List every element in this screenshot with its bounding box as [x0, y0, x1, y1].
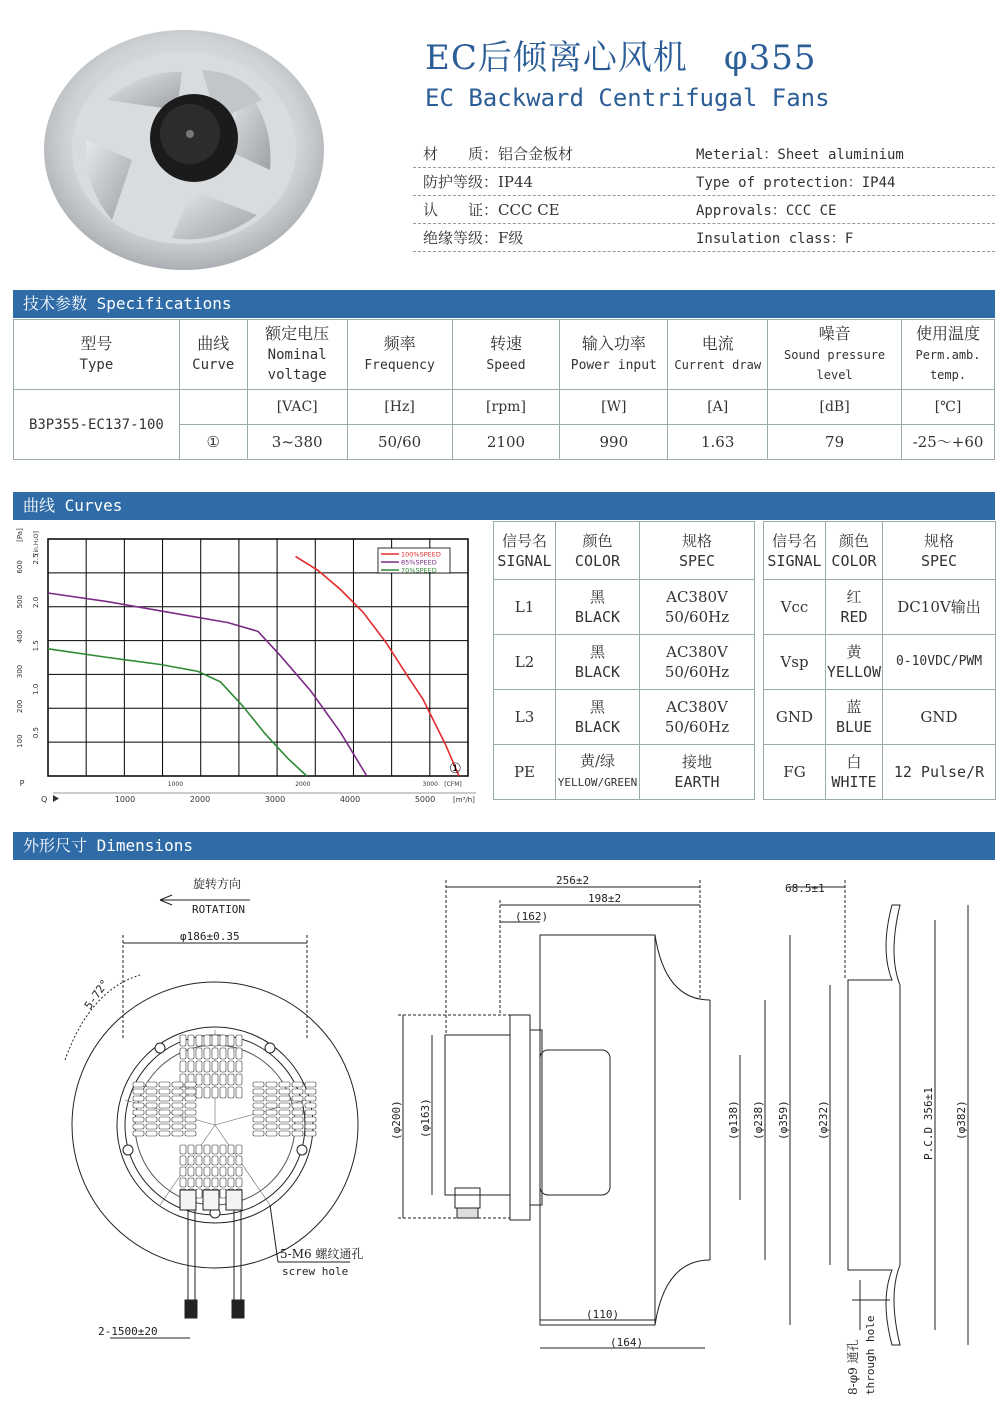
spec-model: B3P355-EC137-100	[14, 390, 180, 460]
heatsink-fin	[220, 1156, 226, 1165]
heatsink-fin	[188, 1167, 194, 1176]
heatsink-fin	[279, 1089, 290, 1094]
heatsink-fin	[188, 1061, 194, 1072]
signal-color: 黑 BLACK	[556, 690, 640, 745]
spec-header: 额定电压 Nominal voltage	[247, 320, 347, 390]
spec-header: 转速 Speed	[452, 320, 560, 390]
y-unit: [Pa]	[16, 528, 24, 542]
signal-header: 信号名 SIGNAL	[494, 522, 556, 580]
dim-110: (110)	[586, 1308, 620, 1321]
heatsink-fin	[146, 1103, 157, 1108]
series-line	[296, 556, 460, 776]
heatsink-fin	[212, 1167, 218, 1176]
heatsink-fin	[196, 1074, 202, 1085]
property-row	[413, 224, 995, 252]
heatsink-fin	[220, 1145, 226, 1154]
spec-value: 990	[560, 425, 668, 460]
product-photo	[12, 10, 352, 270]
product-title	[425, 30, 817, 79]
heatsink-fin	[228, 1087, 234, 1098]
curves-section-bar: 曲线 Curves	[13, 492, 995, 520]
heatsink-fin	[253, 1117, 264, 1122]
heatsink-fin	[236, 1167, 242, 1176]
heatsink-fin	[279, 1103, 290, 1108]
x-tick-label-cfm: 1000	[167, 781, 184, 788]
dim-phi163: (φ163)	[419, 1098, 432, 1138]
x-tick-label: 4000	[339, 795, 361, 804]
heatsink-fin	[212, 1061, 218, 1072]
heatsink-fin	[185, 1131, 196, 1136]
heatsink-fin	[279, 1124, 290, 1129]
heatsink-fin	[172, 1131, 183, 1136]
curve-marker: ①	[449, 761, 462, 777]
heatsink-fin	[220, 1048, 226, 1059]
heatsink-fin	[185, 1089, 196, 1094]
spec-value: 50/60	[347, 425, 452, 460]
heatsink-fin	[305, 1082, 316, 1087]
heatsink-fin	[133, 1131, 144, 1136]
heatsink-fin	[172, 1103, 183, 1108]
dimension-drawings	[0, 860, 1000, 1421]
heatsink-fin	[133, 1117, 144, 1122]
heatsink-fin	[212, 1156, 218, 1165]
heatsink-fin	[146, 1124, 157, 1129]
heatsink-fin	[212, 1035, 218, 1046]
heatsink-fin	[212, 1178, 218, 1187]
property-row	[413, 140, 995, 168]
property-cn: 材 质：铝合金板材	[423, 145, 574, 163]
heatsink-fin	[146, 1089, 157, 1094]
signal-spec: 0-10VDC/PWM	[883, 635, 996, 690]
heatsink-fin	[305, 1089, 316, 1094]
heatsink-fin	[196, 1048, 202, 1059]
signal-name: L3	[494, 690, 556, 745]
signal-color: 黄 YELLOW	[826, 635, 883, 690]
hole-cn: 8-φ9 通孔	[846, 1339, 860, 1395]
heatsink-fin	[253, 1124, 264, 1129]
spec-header: 规格 SPEC	[883, 522, 996, 580]
heatsink-fin	[196, 1061, 202, 1072]
heatsink-fin	[212, 1048, 218, 1059]
y-tick-label-inh2o: 1.5	[32, 640, 40, 652]
series-line	[48, 649, 307, 776]
y-tick-label: 300	[16, 664, 24, 679]
heatsink-fin	[266, 1110, 277, 1115]
heatsink-fin	[146, 1082, 157, 1087]
signal-spec: 接地 EARTH	[640, 745, 755, 800]
spec-table	[13, 319, 995, 460]
heatsink-fin	[236, 1087, 242, 1098]
heatsink-fin	[236, 1035, 242, 1046]
spec-value: 1.63	[668, 425, 768, 460]
chart-series	[48, 556, 462, 777]
dim-phi382: (φ382)	[955, 1100, 968, 1140]
spec-unit: [W]	[560, 390, 668, 425]
legend-label: 85%SPEED	[401, 558, 437, 567]
heatsink-fin	[159, 1089, 170, 1094]
x-axis-label: Q	[41, 795, 48, 804]
heatsink-fin	[266, 1117, 277, 1122]
heatsink-fin	[228, 1061, 234, 1072]
color-header: 颜色 COLOR	[556, 522, 640, 580]
spec-unit: [VAC]	[247, 390, 347, 425]
spec-unit: [rpm]	[452, 390, 560, 425]
heatsink-fin	[133, 1096, 144, 1101]
spec-header: 电流 Current draw	[668, 320, 768, 390]
y-tick-label: 100	[16, 734, 24, 748]
product-title-en: EC Backward Centrifugal Fans	[425, 84, 830, 112]
performance-chart	[13, 521, 483, 807]
heatsink-fin	[236, 1156, 242, 1165]
heatsink-fin	[292, 1082, 303, 1087]
heatsink-fin	[266, 1089, 277, 1094]
y-tick-label: 600	[16, 560, 24, 574]
heatsink-fin	[253, 1131, 264, 1136]
heatsink-fin	[172, 1124, 183, 1129]
dim-cable: 2-1500±20	[98, 1325, 158, 1338]
heatsink-fin	[146, 1117, 157, 1122]
spec-unit: [A]	[668, 390, 768, 425]
dim-256: 256±2	[556, 874, 590, 887]
x-tick-label: 2000	[189, 795, 211, 804]
signal-name: L2	[494, 635, 556, 690]
y-axis-label: P	[19, 779, 25, 788]
legend-label: 70%SPEED	[401, 566, 437, 575]
heatsink-fin	[204, 1156, 210, 1165]
x-tick-label-cfm: 2000	[295, 781, 311, 788]
heatsink-fin	[292, 1103, 303, 1108]
heatsink-fin	[305, 1096, 316, 1101]
property-en: Approvals：CCC CE	[696, 202, 837, 219]
spec-value: 3~380	[247, 425, 347, 460]
heatsink-fin	[253, 1110, 264, 1115]
rotation-cn: 旋转方向	[193, 877, 242, 891]
heatsink-fin	[204, 1145, 210, 1154]
signal-spec: GND	[883, 690, 996, 745]
y-tick-label: 200	[16, 699, 24, 713]
spec-value: 79	[768, 425, 902, 460]
heatsink-fin	[196, 1189, 202, 1198]
heatsink-fin	[266, 1082, 277, 1087]
x-tick-label: 3000	[264, 795, 286, 804]
heatsink-fin	[266, 1124, 277, 1129]
heatsink-fin	[228, 1145, 234, 1154]
heatsink-fin	[279, 1131, 290, 1136]
dim-phi186: φ186±0.35	[180, 930, 240, 943]
y-unit-inh2o: [in.H₂O]	[33, 531, 40, 555]
heatsink-fin	[228, 1048, 234, 1059]
heatsink-fin	[279, 1117, 290, 1122]
heatsink-fin	[204, 1087, 210, 1098]
heatsink-fin	[196, 1178, 202, 1187]
signal-spec: AC380V 50/60Hz	[640, 580, 755, 635]
heatsink-fin	[188, 1156, 194, 1165]
screw-hole-en: screw hole	[282, 1265, 349, 1278]
heatsink-fin	[188, 1048, 194, 1059]
property-en: Insulation class：F	[696, 230, 854, 247]
spec-curve: ①	[179, 425, 247, 460]
heatsink-fin	[159, 1110, 170, 1115]
title-cn: EC后倾离心风机	[425, 38, 688, 78]
heatsink-fin	[305, 1110, 316, 1115]
screw-hole-cn: 5-M6 螺纹通孔	[280, 1247, 364, 1261]
heatsink-fin	[204, 1061, 210, 1072]
heatsink-fin	[220, 1035, 226, 1046]
x-tick-label: 1000	[114, 795, 136, 804]
signal-name: FG	[764, 745, 826, 800]
spec-value: 2100	[452, 425, 560, 460]
y-tick-label-inh2o: 2.0	[32, 596, 40, 608]
signal-color: 红 RED	[826, 580, 883, 635]
heatsink-fin	[220, 1074, 226, 1085]
spec-value: -25～+60	[902, 425, 995, 460]
heatsink-fin	[212, 1145, 218, 1154]
spec-unit-empty	[179, 390, 247, 425]
heatsink-fin	[180, 1145, 186, 1154]
heatsink-fin	[185, 1096, 196, 1101]
heatsink-fin	[159, 1117, 170, 1122]
heatsink-fin	[204, 1074, 210, 1085]
heatsink-fin	[159, 1124, 170, 1129]
heatsink-fin	[196, 1035, 202, 1046]
heatsink-fin	[133, 1110, 144, 1115]
hole-en: through hole	[864, 1315, 877, 1395]
heatsink-fin	[180, 1178, 186, 1187]
signal-color: 黄/绿 YELLOW/GREEN	[556, 745, 640, 800]
spec-header: 噪音 Sound pressure level	[768, 320, 902, 390]
heatsink-fin	[236, 1178, 242, 1187]
dim-phi232: (φ232)	[817, 1100, 830, 1140]
dim-phi200: (φ200)	[390, 1100, 403, 1140]
heatsink-fin	[196, 1156, 202, 1165]
heatsink-fin	[220, 1061, 226, 1072]
heatsink-fin	[305, 1103, 316, 1108]
heatsink-fin	[292, 1131, 303, 1136]
heatsink-fin	[196, 1167, 202, 1176]
heatsink-fin	[180, 1156, 186, 1165]
signal-table	[493, 521, 996, 800]
heatsink-fin	[172, 1082, 183, 1087]
signal-spec: DC10V输出	[883, 580, 996, 635]
heatsink-fin	[236, 1061, 242, 1072]
x-unit: [m³/h]	[453, 796, 475, 804]
signal-color: 蓝 BLUE	[826, 690, 883, 745]
heatsink-fin	[133, 1103, 144, 1108]
heatsink-fin	[180, 1035, 186, 1046]
heatsink-fin	[279, 1110, 290, 1115]
heatsink-fin	[180, 1048, 186, 1059]
heatsink-fin	[236, 1074, 242, 1085]
heatsink-fin	[185, 1110, 196, 1115]
heatsink-fin	[236, 1048, 242, 1059]
heatsink-fin	[253, 1096, 264, 1101]
heatsink-fin	[185, 1103, 196, 1108]
diameter-label: φ355	[723, 38, 817, 78]
dim-angle: 5-72°	[81, 977, 112, 1012]
heatsink-fin	[266, 1131, 277, 1136]
heatsink-fin	[266, 1096, 277, 1101]
heatsink-fin	[220, 1189, 226, 1198]
heatsink-fin	[204, 1178, 210, 1187]
heatsink-fin	[266, 1103, 277, 1108]
x-tick-label: 5000	[414, 795, 436, 804]
heatsink-fin	[253, 1082, 264, 1087]
heatsink-fin	[305, 1131, 316, 1136]
heatsink-fin	[172, 1096, 183, 1101]
heatsink-fin	[133, 1082, 144, 1087]
specs-section-bar: 技术参数 Specifications	[13, 290, 995, 318]
heatsink-fin	[212, 1087, 218, 1098]
x-axis-arrow	[53, 795, 59, 802]
spec-header: 曲线 Curve	[179, 320, 247, 390]
chart-legend	[378, 548, 450, 575]
signal-name: Vcc	[764, 580, 826, 635]
heatsink-fin	[220, 1167, 226, 1176]
heatsink-fin	[253, 1089, 264, 1094]
spec-header: 输入功率 Power input	[560, 320, 668, 390]
property-cn: 认 证：CCC CE	[423, 201, 560, 219]
heatsink-fin	[185, 1082, 196, 1087]
heatsink-fin	[220, 1178, 226, 1187]
heatsink-fin	[146, 1110, 157, 1115]
spec-header: 型号 Type	[14, 320, 180, 390]
heatsink-fin	[228, 1178, 234, 1187]
x-unit-cfm: [CFM]	[444, 781, 462, 788]
dim-phi238: (φ238)	[752, 1100, 765, 1140]
spec-header: 使用温度 Perm.amb. temp.	[902, 320, 995, 390]
dim-pcd: P.C.D 356±1	[922, 1087, 935, 1160]
heatsink-fin	[204, 1048, 210, 1059]
heatsink-fin	[185, 1117, 196, 1122]
heatsink-fin	[146, 1096, 157, 1101]
signal-color: 黑 BLACK	[556, 580, 640, 635]
heatsink-fin	[292, 1110, 303, 1115]
signal-spec: AC380V 50/60Hz	[640, 690, 755, 745]
heatsink-fin	[292, 1124, 303, 1129]
dim-phi359: (φ359)	[777, 1100, 790, 1140]
y-tick-label-inh2o: 1.0	[32, 683, 40, 695]
y-tick-label: 400	[16, 629, 24, 644]
heatsink-fin	[196, 1087, 202, 1098]
dim-phi138: (φ138)	[727, 1100, 740, 1140]
heatsink-fin	[133, 1124, 144, 1129]
inlet-ring-drawing	[788, 880, 968, 1345]
heatsink-fin	[253, 1103, 264, 1108]
signal-spec: 12 Pulse/R	[883, 745, 996, 800]
dim-68: 68.5±1	[785, 882, 825, 895]
property-en: Type of protection：IP44	[696, 174, 896, 191]
heatsink-fin	[188, 1178, 194, 1187]
heatsink-fin	[185, 1124, 196, 1129]
y-tick-label-inh2o: 2.5	[32, 553, 40, 565]
signal-name: Vsp	[764, 635, 826, 690]
heatsink-fin	[228, 1074, 234, 1085]
heatsink-fin	[228, 1035, 234, 1046]
heatsink-fin	[236, 1145, 242, 1154]
signal-color: 黑 BLACK	[556, 635, 640, 690]
heatsink-fin	[172, 1117, 183, 1122]
dimensions-section-bar: 外形尺寸 Dimensions	[13, 832, 995, 860]
property-row	[413, 168, 995, 196]
heatsink-fin	[228, 1156, 234, 1165]
heatsink-fin	[159, 1103, 170, 1108]
heatsink-fin	[159, 1082, 170, 1087]
y-tick-label: 500	[16, 595, 24, 609]
heatsink-fin	[133, 1089, 144, 1094]
property-row	[413, 196, 995, 224]
spec-header: 规格 SPEC	[640, 522, 755, 580]
heatsink-fin	[172, 1110, 183, 1115]
signal-name: GND	[764, 690, 826, 745]
heatsink-fin	[292, 1089, 303, 1094]
heatsink-fin	[188, 1035, 194, 1046]
rotation-en: ROTATION	[192, 903, 245, 916]
heatsink-fin	[279, 1082, 290, 1087]
property-cn: 防护等级：IP44	[423, 173, 534, 191]
heatsink-fin	[188, 1145, 194, 1154]
signal-spec: AC380V 50/60Hz	[640, 635, 755, 690]
color-header: 颜色 COLOR	[826, 522, 883, 580]
heatsink-fin	[159, 1131, 170, 1136]
spec-unit: [Hz]	[347, 390, 452, 425]
table-gap	[755, 522, 764, 800]
dim-164: (164)	[610, 1336, 644, 1349]
spec-header: 频率 Frequency	[347, 320, 452, 390]
heatsink-fin	[305, 1117, 316, 1122]
heatsink-fin	[204, 1035, 210, 1046]
spec-unit: [dB]	[768, 390, 902, 425]
signal-header: 信号名 SIGNAL	[764, 522, 826, 580]
heatsink-fin	[292, 1117, 303, 1122]
heatsink-fin	[146, 1131, 157, 1136]
signal-color: 白 WHITE	[826, 745, 883, 800]
y-tick-label-inh2o: 0.5	[32, 727, 40, 739]
signal-name: PE	[494, 745, 556, 800]
heatsink-fin	[159, 1096, 170, 1101]
heatsink-fin	[279, 1096, 290, 1101]
heatsink-fin	[204, 1167, 210, 1176]
dim-162: (162)	[515, 910, 549, 923]
x-tick-label-cfm: 3000	[422, 781, 438, 788]
heatsink-fin	[172, 1089, 183, 1094]
property-cn: 绝缘等级：F级	[423, 229, 524, 247]
signal-name: L1	[494, 580, 556, 635]
properties-list	[413, 140, 995, 252]
heatsink-fin	[228, 1167, 234, 1176]
spec-unit: [℃]	[902, 390, 995, 425]
heatsink-fin	[292, 1096, 303, 1101]
heatsink-fin	[180, 1167, 186, 1176]
property-en: Meterial：Sheet aluminium	[696, 146, 904, 163]
heatsink-fin	[305, 1124, 316, 1129]
heatsink-fin	[220, 1087, 226, 1098]
dim-198: 198±2	[588, 892, 622, 905]
legend-label: 100%SPEED	[401, 550, 441, 559]
heatsink-fin	[196, 1145, 202, 1154]
heatsink-fin	[180, 1061, 186, 1072]
series-line	[48, 593, 367, 776]
heatsink-fin	[212, 1074, 218, 1085]
